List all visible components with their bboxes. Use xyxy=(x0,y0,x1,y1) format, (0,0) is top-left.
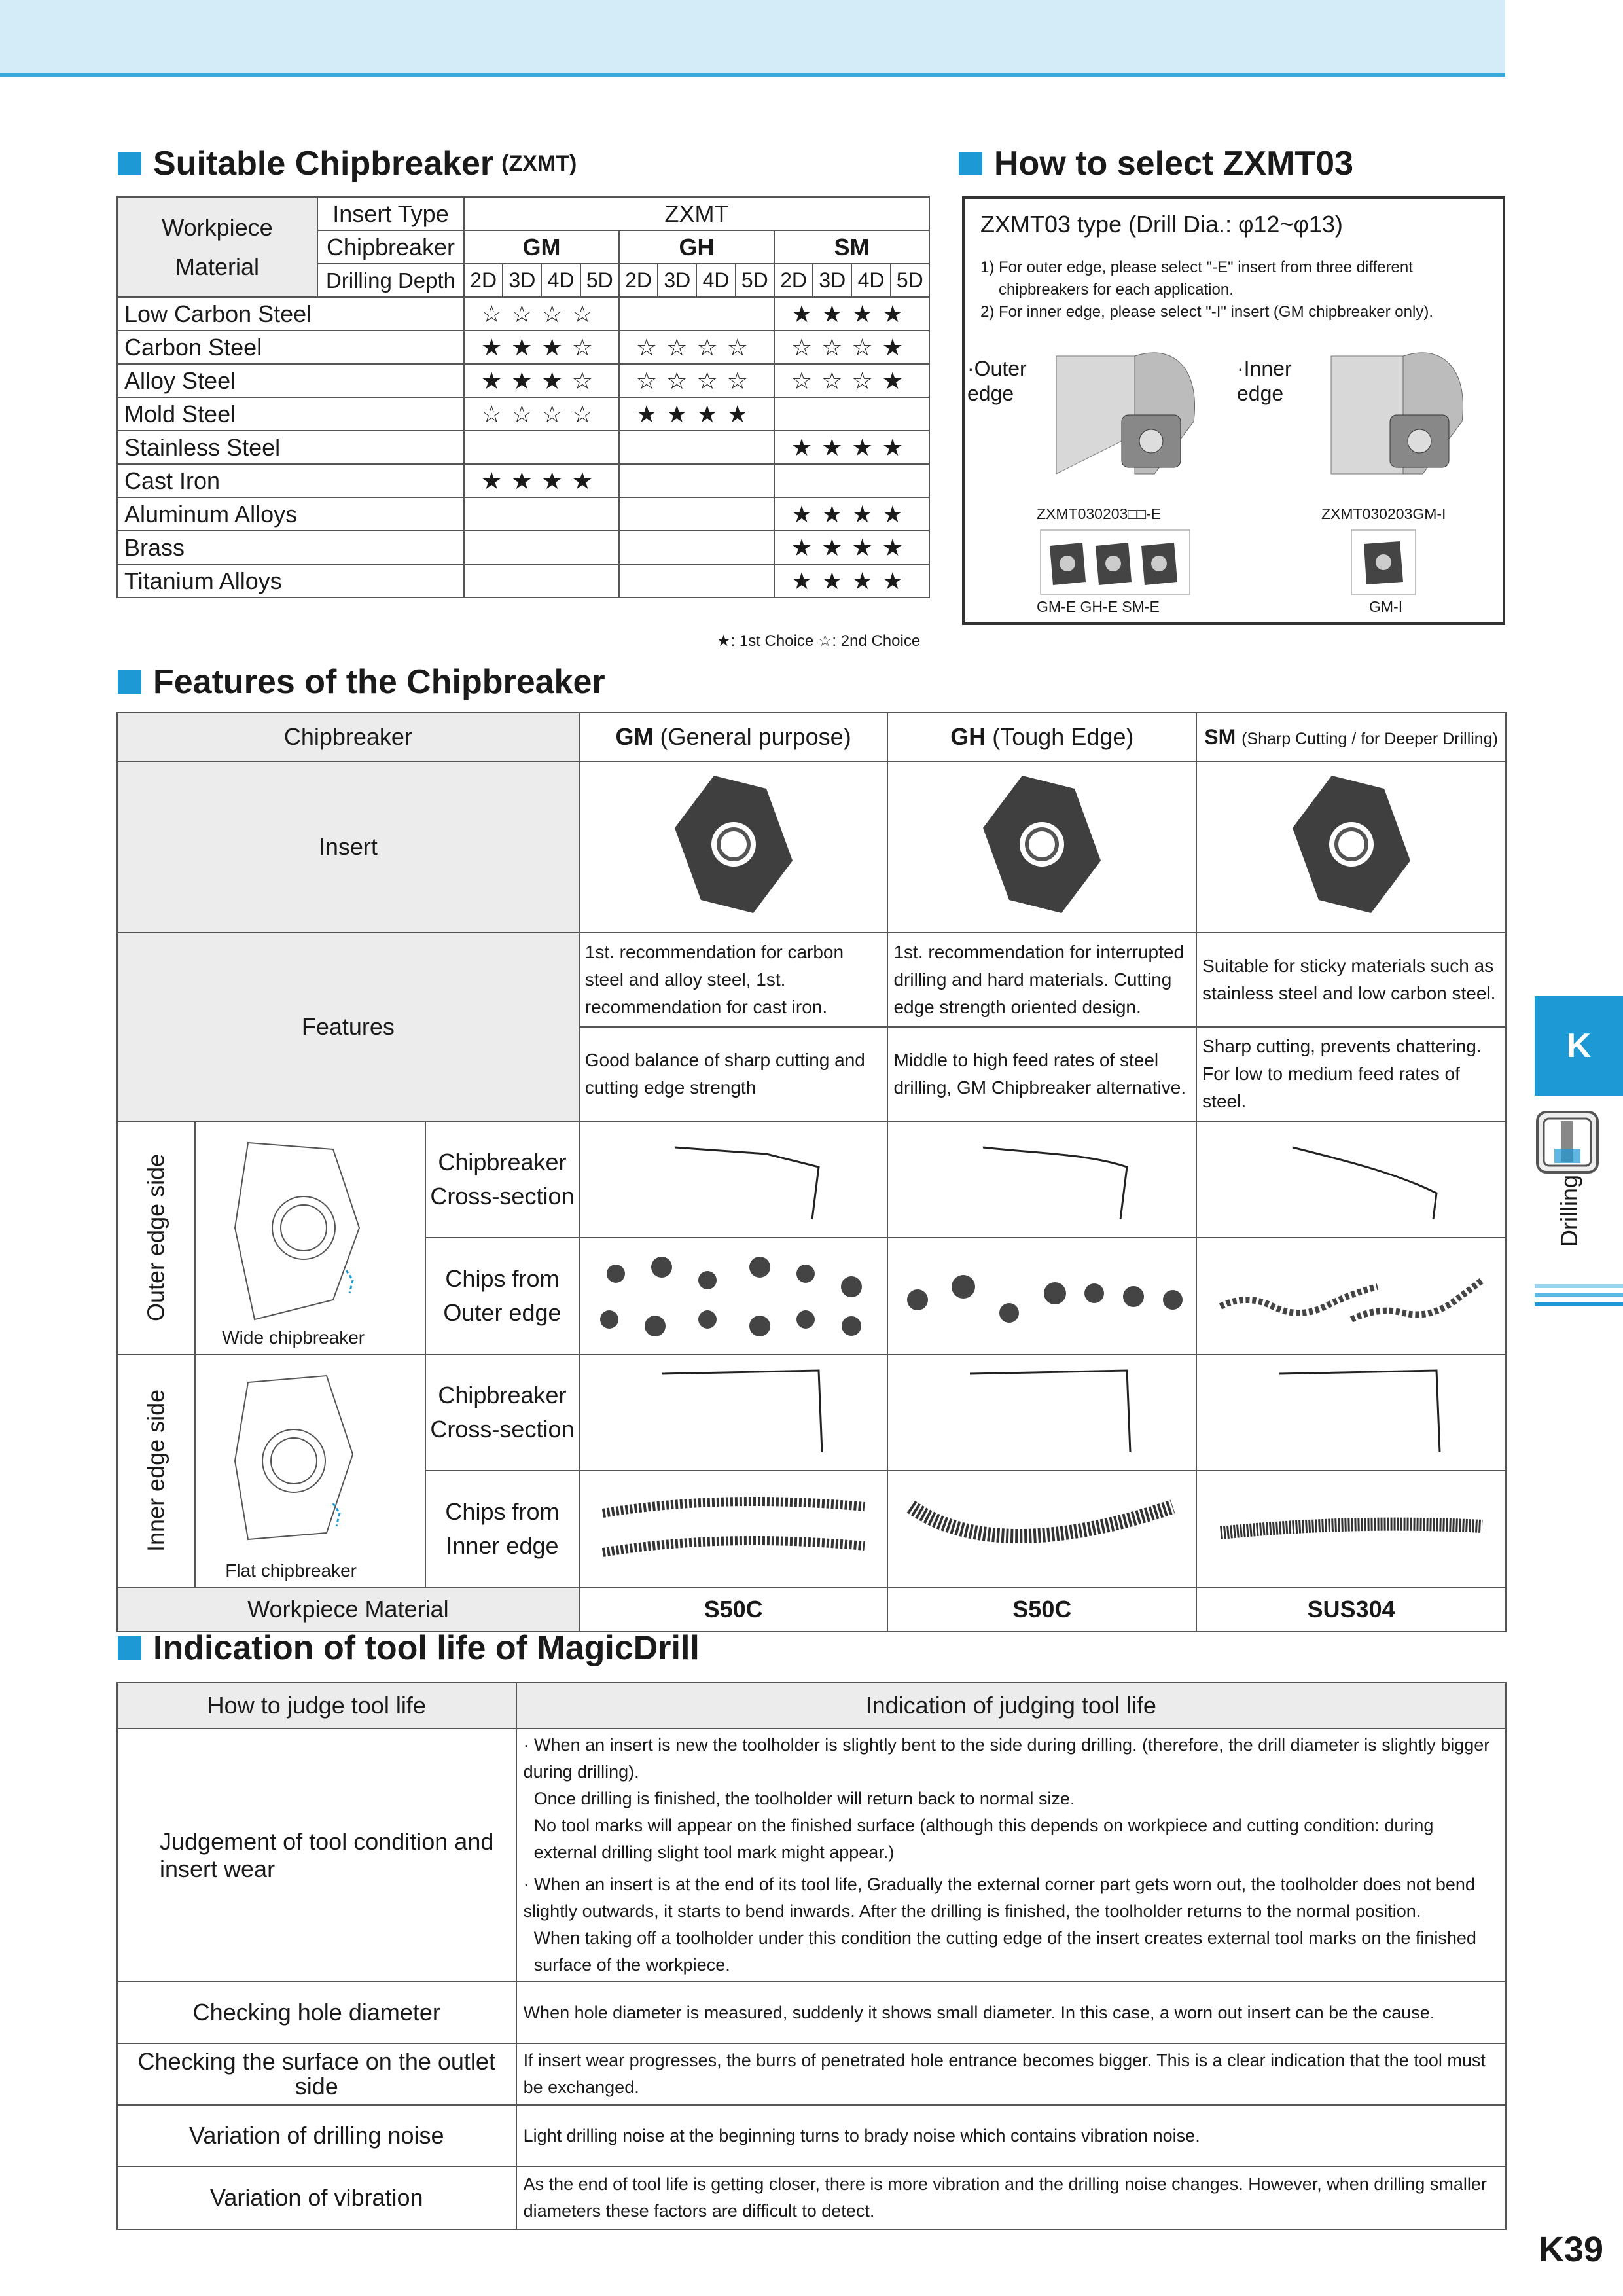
material-row xyxy=(117,464,929,497)
material-name: Stainless Steel xyxy=(117,431,464,464)
depth-3d-5: 3D xyxy=(658,264,696,297)
material-row xyxy=(117,497,929,531)
depth-5d-3: 5D xyxy=(580,264,619,297)
gm-rating xyxy=(464,497,619,531)
material-name: Titanium Alloys xyxy=(117,564,464,598)
material-name: Carbon Steel xyxy=(117,331,464,364)
flat-chipbreaker-image: Flat chipbreaker xyxy=(195,1354,425,1587)
gh-rating xyxy=(619,564,774,598)
drilling-label: Drilling xyxy=(1556,1174,1582,1247)
gm-rating xyxy=(464,564,619,598)
gm-rating: ★★★★ xyxy=(464,464,619,497)
outer-edge-toolholder-image xyxy=(1037,343,1226,480)
gm-rating: ☆☆☆☆ xyxy=(464,397,619,431)
depth-2d-4: 2D xyxy=(619,264,658,297)
wide-chipbreaker-image: Wide chipbreaker xyxy=(195,1121,425,1354)
gh-rating: ★★★★ xyxy=(619,397,774,431)
gm-inner-cross-section xyxy=(579,1354,888,1471)
material-name: Alloy Steel xyxy=(117,364,464,397)
gh-outer-cross-section xyxy=(887,1121,1196,1238)
material-row xyxy=(117,297,929,331)
material-name: Brass xyxy=(117,531,464,564)
gm-insert-image xyxy=(579,761,888,933)
sm-inner-cross-section xyxy=(1196,1354,1506,1471)
tool-life-table: How to judge tool life Indication of judging tool life Judgement of tool condition and insert wear · When an insert is new the toolholder is slightly bent to the side during drilling. (therefore, the drill diameter is slightly bigger during drilling). Once drilling is finished, the toolholder will return back to normal size. No tool marks will appear on the finished surface (although this depends on workpiece and cutting condition: during external drilling slight tool mark might appear.) · When an insert is at the end of its tool life, Gradually the external corner part gets worn out, the toolholder does not bend slightly outwards, it starts to bend inwards. After the drilling is finished, the toolholder returns to the normal position. When taking off a toolholder under this condition the cutting edge of the insert creates external tool marks on the finished surface of the workpiece. Checking hole diameter When hole diameter is measured, suddenly it shows small diameter. In this case, a worn out insert can be the cause. Checking the surface on the outlet side If insert wear progresses, the burrs of penetrated hole entrance becomes bigger. This is a clear indication that the tool must be exchanged. Variation of drilling noise Light drilling noise at the beginning turns to brady noise which contains vibration noise. Variation of vibration As the end of tool life is getting closer, there is more vibration and the drilling noise changes. However, when drilling smaller diameters these factors are difficult to detect. xyxy=(116,1682,1507,2230)
depth-4d-6: 4D xyxy=(696,264,735,297)
sm-insert-image xyxy=(1196,761,1506,933)
depth-3d-9: 3D xyxy=(813,264,851,297)
how-to-select-title: How to select ZXMT03 xyxy=(959,144,1353,183)
depth-2d-0: 2D xyxy=(464,264,503,297)
sm-rating xyxy=(774,397,929,431)
top-banner xyxy=(0,0,1505,77)
gh-inner-chips-image xyxy=(887,1471,1196,1587)
gh-rating xyxy=(619,297,774,331)
gm-gh-sm-e-inserts-image xyxy=(1040,529,1190,595)
gm-outer-cross-section xyxy=(579,1121,888,1238)
sm-inner-chips-image xyxy=(1196,1471,1506,1587)
features-title: Features of the Chipbreaker xyxy=(118,662,605,702)
section-marker-icon xyxy=(118,152,141,175)
side-stripes xyxy=(1535,1283,1623,1309)
gm-rating: ☆☆☆☆ xyxy=(464,297,619,331)
gm-outer-chips-image xyxy=(579,1238,888,1354)
material-name: Aluminum Alloys xyxy=(117,497,464,531)
sm-outer-cross-section xyxy=(1196,1121,1506,1238)
material-name: Mold Steel xyxy=(117,397,464,431)
material-row xyxy=(117,531,929,564)
gh-inner-cross-section xyxy=(887,1354,1196,1471)
inner-edge-toolholder-image xyxy=(1318,343,1475,480)
chipbreaker-selection-table: Workpiece Material Insert Type ZXMT Chipbreaker GM GH SM Drilling Depth 2D 3D 4D 5D 2D 3D 4D 5D 2D 3D 4D 5D Low Carbon Steel ☆☆☆☆ ★★★★ Carbon Steel ★★★☆ ☆☆☆☆ ☆☆☆★ Alloy Steel ★★★☆ ☆☆☆☆ ☆☆☆★ Mold Steel ☆☆☆☆ ★★★★ Stainless Steel ★★★★ Cast Iron ★★★★ Aluminum Alloys ★★★★ Brass ★★★★ Titanium Alloys ★★★★ xyxy=(116,196,930,598)
gh-rating: ☆☆☆☆ xyxy=(619,331,774,364)
chipbreaker-features-table: Chipbreaker GM (General purpose) GH (Tough Edge) SM (Sharp Cutting / for Deeper Drilling) Insert Features 1st. recommendation for carbon steel and alloy steel, 1st. recommendation for cast iron. 1st. recommendation for interrupted drilling and hard materials. Cutting edge strength oriented design. Suitable for sticky materials such as stainless steel and low carbon steel. Good balance of sharp cutting and cutting edge strength Middle to high feed rates of steel drilling, GM Chipbreaker alternative. Sharp cutting, prevents chattering. For low to medium feed rates of steel. Outer edge side Wide chipbreaker Chipbreaker Cross-section Chips from Outer edge Inner edge side Flat chipbreaker Chipbreaker Cross-section Chips from Inner edge Workpiece Material S50C S50C SUS304 xyxy=(116,712,1507,1632)
depth-5d-11: 5D xyxy=(891,264,929,297)
material-name: Low Carbon Steel xyxy=(117,297,464,331)
gh-rating xyxy=(619,497,774,531)
gh-insert-image xyxy=(887,761,1196,933)
material-row xyxy=(117,364,929,397)
gh-rating xyxy=(619,431,774,464)
gh-rating xyxy=(619,464,774,497)
depth-2d-8: 2D xyxy=(774,264,813,297)
suitable-chipbreaker-title: Suitable Chipbreaker (ZXMT) xyxy=(118,144,577,183)
material-row xyxy=(117,331,929,364)
gm-i-insert-image xyxy=(1351,529,1416,595)
material-row xyxy=(117,397,929,431)
gh-outer-chips-image xyxy=(887,1238,1196,1354)
sm-rating: ★★★★ xyxy=(774,564,929,598)
gm-rating: ★★★☆ xyxy=(464,331,619,364)
sm-rating: ★★★★ xyxy=(774,497,929,531)
gh-rating: ☆☆☆☆ xyxy=(619,364,774,397)
sm-rating: ★★★★ xyxy=(774,531,929,564)
select-zxmt03-box: ZXMT03 type (Drill Dia.: φ12~φ13) 1) For outer edge, please select "-E" insert from three different chipbreakers for each application. 2) For inner edge, please select "-I" insert (GM chipbreaker only). ·Outer edge ·Inner edge ZXMT030203□□-E ZXMT030203GM-I GM-E GH-E SM-E GM-I xyxy=(962,196,1505,625)
section-marker-icon xyxy=(959,152,982,175)
section-marker-icon xyxy=(118,1636,141,1660)
sm-outer-chips-image xyxy=(1196,1238,1506,1354)
workpiece-material-header: Workpiece Material xyxy=(117,197,317,297)
star-legend: ★: 1st Choice ☆: 2nd Choice xyxy=(717,632,921,650)
depth-4d-10: 4D xyxy=(851,264,890,297)
depth-5d-7: 5D xyxy=(736,264,774,297)
sm-rating xyxy=(774,464,929,497)
gm-rating xyxy=(464,431,619,464)
gh-header: GH (Tough Edge) xyxy=(887,713,1196,761)
material-row xyxy=(117,564,929,598)
gm-rating: ★★★☆ xyxy=(464,364,619,397)
page-number: K39 xyxy=(1538,2230,1603,2269)
material-name: Cast Iron xyxy=(117,464,464,497)
gm-inner-chips-image xyxy=(579,1471,888,1587)
gh-rating xyxy=(619,531,774,564)
material-row xyxy=(117,431,929,464)
depth-4d-2: 4D xyxy=(541,264,580,297)
gm-rating xyxy=(464,531,619,564)
sm-rating: ★★★★ xyxy=(774,431,929,464)
sm-rating: ★★★★ xyxy=(774,297,929,331)
sm-header: SM (Sharp Cutting / for Deeper Drilling) xyxy=(1196,713,1506,761)
sm-rating: ☆☆☆★ xyxy=(774,331,929,364)
section-tab-k[interactable]: K xyxy=(1535,996,1623,1096)
tool-life-title: Indication of tool life of MagicDrill xyxy=(118,1628,700,1668)
depth-3d-1: 3D xyxy=(503,264,541,297)
gm-header: GM (General purpose) xyxy=(579,713,888,761)
sm-rating: ☆☆☆★ xyxy=(774,364,929,397)
section-marker-icon xyxy=(118,670,141,694)
